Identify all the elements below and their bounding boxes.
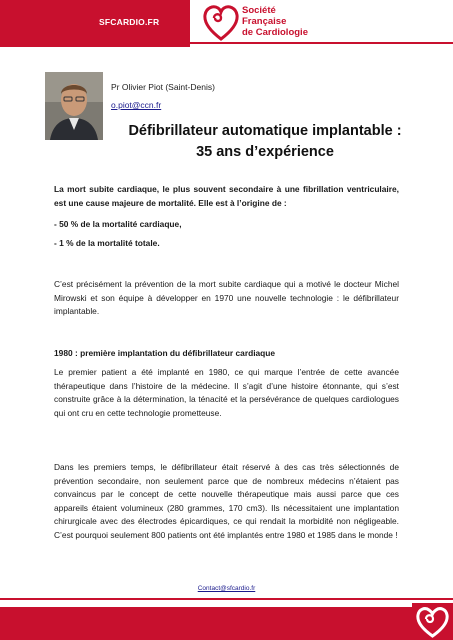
logo-line-1: Société (242, 5, 276, 16)
header-red-band (0, 0, 190, 47)
heart-badge-icon (412, 603, 453, 640)
author-photo (45, 72, 103, 140)
contact-link[interactable]: Contact@sfcardio.fr (197, 585, 256, 592)
site-label[interactable]: SFCARDIO.FR (99, 17, 160, 27)
paragraph-early-days: Dans les premiers temps, le défibrillateur était réservé à des cas très sélectionnés de prévention secondaire, non seulement parce que de nombreux médecins n’étaient pas convaincus par le concept de cette nouvelle thérapeutique mais aussi parce que ces appareils étaient volumineux (280 grammes, 170 cm3). Ils nécessitaient une implantation chirurgicale avec des électrodes épicardiques, ce qui rendait la morbidité non négligeable. C’est pourquoi seulement 800 patients ont été implantés entre 1980 et 1985 dans le monde ! (54, 462, 399, 540)
logo-line-2: Française (242, 16, 287, 27)
intro-bullet-2: - 1 % de la mortalité totale. (54, 238, 160, 248)
title-line-1: Défibrillateur automatique implantable : (128, 123, 402, 139)
section-heading-1980: 1980 : première implantation du défibrillateur cardiaque (54, 348, 276, 358)
logo-text (242, 5, 308, 38)
title-line-2: 35 ans d’expérience (196, 144, 334, 160)
intro-bullet-1: - 50 % de la mortalité cardiaque, (54, 219, 182, 229)
footer-divider (0, 598, 453, 600)
sfc-logo[interactable] (203, 3, 323, 43)
paragraph-mirowski: C’est précisément la prévention de la mort subite cardiaque qui a motivé le docteur Michel Mirowski et son équipe à développer en 1970 une nouvelle technologie : le défibrillateur implantable. (54, 279, 399, 316)
article-title (100, 121, 430, 163)
footer-red-band (0, 607, 453, 640)
portrait-image-icon (45, 72, 103, 140)
intro-paragraph: La mort subite cardiaque, le plus souvent secondaire à une fibrillation ventriculaire, est une cause majeure de mortalité. Elle est à l’origine de : (54, 184, 399, 208)
section-1980-text: Le premier patient a été implanté en 1980, ce qui marque l’entrée de cette avancée thérapeutique dans l’histoire de la médecine. Il s’agit d’une histoire étonnante, qui s’est construite grâce à la détermination, la ténacité et la persévérance de quelques cardiologues qui ont cru en cette technologie prometteuse. (54, 367, 399, 418)
author-name: Pr Olivier Piot (Saint-Denis) (111, 82, 215, 92)
heart-logo-icon (203, 4, 239, 42)
logo-line-3: de Cardiologie (242, 27, 308, 38)
author-email-link[interactable]: o.piot@ccn.fr (111, 100, 162, 110)
